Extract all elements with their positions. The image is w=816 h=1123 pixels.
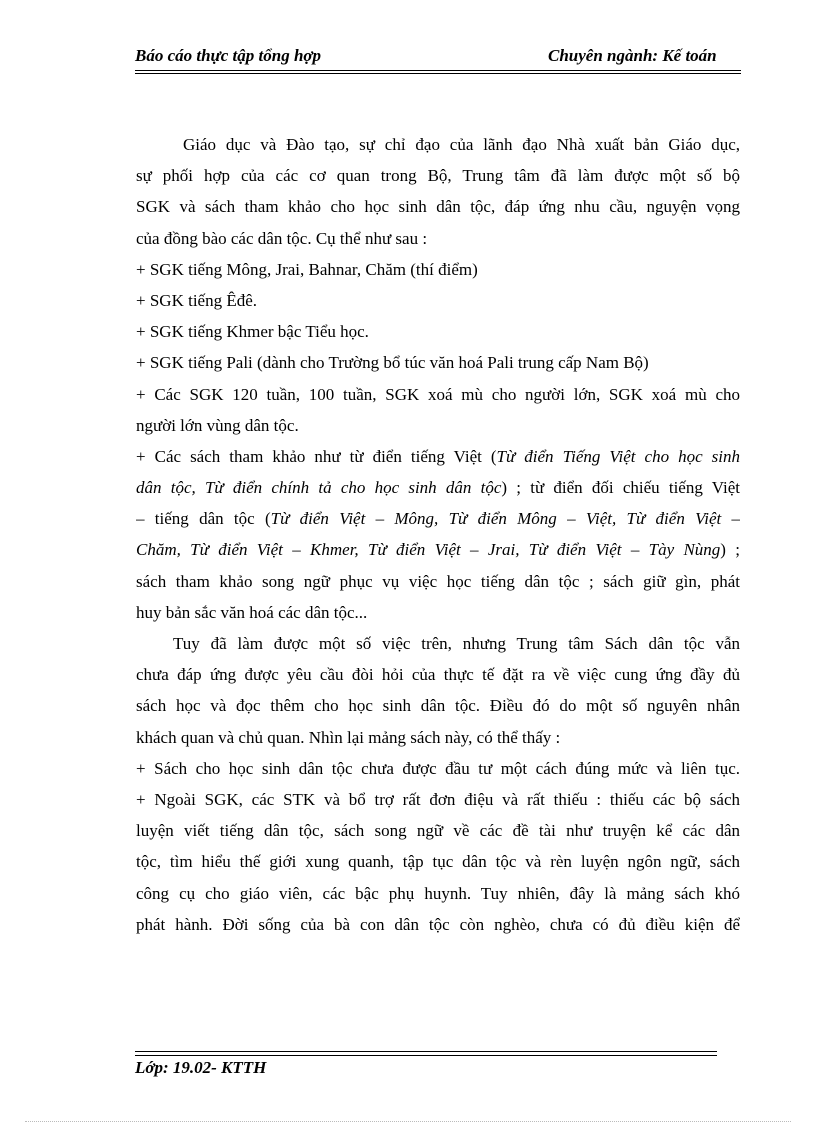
list-item: + Sách cho học sinh dân tộc chưa được đầu tư một cách đúng mức và liên tục. <box>136 758 740 778</box>
footer-class-label: Lớp: 19.02- KTTH <box>135 1058 267 1077</box>
body-line: Giáo dục và Đào tạo, sự chỉ đạo của lãnh đạo Nhà xuất bản Giáo dục, <box>183 135 740 154</box>
body-line: sách tham khảo song ngữ phục vụ việc học tiếng dân tộc ; sách giữ gìn, phát <box>136 571 740 591</box>
body-line: người lớn vùng dân tộc. <box>136 415 299 435</box>
body-line: dân tộc, Từ điển chính tả cho học sinh dân tộc) ; từ điển đối chiếu tiếng Việt <box>136 478 740 498</box>
header-report-title: Báo cáo thực tập tổng hợp <box>135 46 322 65</box>
page-edge-divider <box>25 1121 791 1122</box>
body-line: công cụ cho giáo viên, các bậc phụ huynh. Tuy nhiên, đây là mảng sách khó <box>136 883 740 903</box>
body-line: – tiếng dân tộc (Từ điển Việt – Mông, Từ điển Mông – Việt, Từ điển Việt – <box>136 509 740 529</box>
list-item: + SGK tiếng Pali (dành cho Trường bổ túc văn hoá Pali trung cấp Nam Bộ) <box>136 353 649 373</box>
footer-rule <box>135 1051 717 1052</box>
body-line: phát hành. Đời sống của bà con dân tộc còn nghèo, chưa có đủ điều kiện để <box>136 914 740 934</box>
body-line: huy bản sắc văn hoá các dân tộc... <box>136 602 368 622</box>
header-major: Chuyên ngành: Kế toán <box>548 46 717 65</box>
list-item: + Các SGK 120 tuần, 100 tuần, SGK xoá mù cho người lớn, SGK xoá mù cho <box>136 384 740 404</box>
list-item: + SGK tiếng Mông, Jrai, Bahnar, Chăm (thí điểm) <box>136 259 478 279</box>
footer-rule-thin <box>135 1055 717 1056</box>
body-line: tộc, tìm hiểu thế giới xung quanh, tập tục dân tộc và rèn luyện ngôn ngữ, sách <box>136 852 740 872</box>
body-line: Chăm, Từ điển Việt – Khmer, Từ điển Việt – Jrai, Từ điển Việt – Tày Nùng) ; <box>136 540 740 560</box>
list-item: + Ngoài SGK, các STK và bổ trợ rất đơn điệu và rất thiếu : thiếu các bộ sách <box>136 789 740 809</box>
body-line: của đồng bào các dân tộc. Cụ thể như sau : <box>136 228 428 248</box>
document-body <box>136 129 740 940</box>
list-item: + SGK tiếng Êđê. <box>136 290 258 310</box>
body-line: sự phối hợp của các cơ quan trong Bộ, Trung tâm đã làm được một số bộ <box>136 166 740 186</box>
body-line: khách quan và chủ quan. Nhìn lại mảng sách này, có thể thấy : <box>136 727 561 747</box>
list-item: + Các sách tham khảo như từ điển tiếng Việt (Từ điển Tiếng Việt cho học sinh <box>136 446 740 466</box>
body-line: Tuy đã làm được một số việc trên, nhưng Trung tâm Sách dân tộc vẫn <box>173 634 740 653</box>
header-rule-thin <box>135 73 741 74</box>
header-rule <box>135 70 741 71</box>
list-item: + SGK tiếng Khmer bậc Tiểu học. <box>136 322 369 342</box>
body-line: sách học và đọc thêm cho học sinh dân tộc. Điều đó do một số nguyên nhân <box>136 696 740 716</box>
body-line: chưa đáp ứng được yêu cầu đòi hỏi của thực tế đặt ra về việc cung ứng đầy đủ <box>136 665 740 685</box>
body-line: luyện viết tiếng dân tộc, sách song ngữ về các đề tài như truyện kể các dân <box>136 821 740 841</box>
body-line: SGK và sách tham khảo cho học sinh dân tộc, đáp ứng nhu cầu, nguyện vọng <box>136 197 740 217</box>
